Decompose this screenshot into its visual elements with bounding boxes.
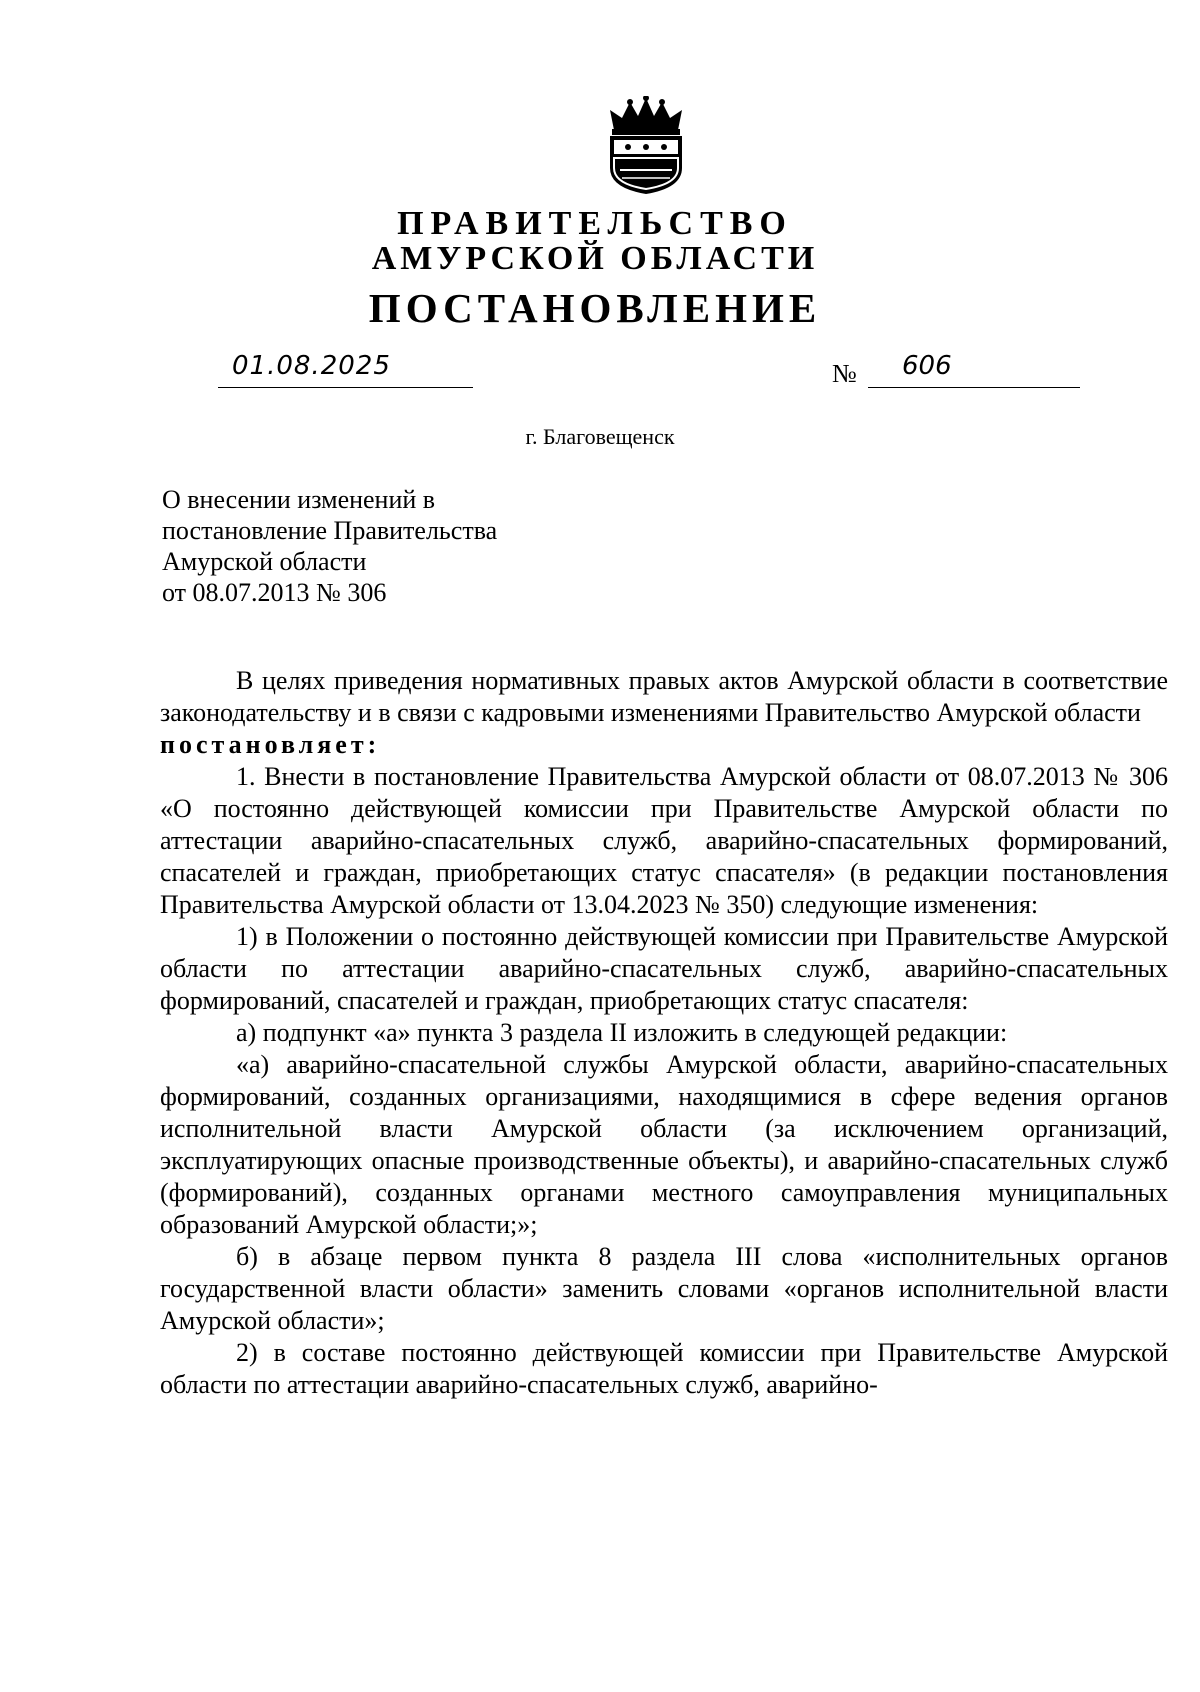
city-name: г. Благовещенск [525, 424, 675, 449]
document-subject [162, 484, 497, 608]
document-body [160, 665, 1168, 1401]
coat-of-arms-icon [600, 96, 692, 196]
subject-line: О внесении изменений в [162, 485, 436, 514]
clause-1-1-a: а) подпункт «а» пункта 3 раздела II изложить в следующей редакции: [236, 1018, 1008, 1047]
clause-1-1-b: б) в абзаце первом пункта 8 раздела III слова «исполнительных органов государственной власти области» заменить словами «органов исполнительной власти Амурской области»; [160, 1242, 1168, 1335]
government-region: АМУРСКОЙ ОБЛАСТИ [371, 240, 819, 277]
preamble-paragraph: В целях приведения нормативных правых актов Амурской области в соответствие законодательству и в связи с кадровыми изменениями Правительство Амурской области [160, 666, 1168, 727]
subject-line: от 08.07.2013 № 306 [162, 578, 387, 607]
document-date: 01.08.2025 [232, 351, 391, 381]
subject-line: Амурской области [162, 547, 367, 576]
resolves-word: постановляет: [160, 730, 381, 759]
document-type: ПОСТАНОВЛЕНИЕ [368, 285, 822, 331]
clause-1-1: 1) в Положении о постоянно действующей комиссии при Правительстве Амурской области по аттестации аварийно-спасательных служб, аварийно-спасательных формирований, спасателей и граждан, приобретающих статус спасателя: [160, 922, 1168, 1015]
date-field [218, 351, 473, 388]
document-number: 606 [902, 351, 952, 381]
number-label: № [832, 359, 857, 388]
clause-1-2: 2) в составе постоянно действующей комиссии при Правительстве Амурской области по аттестации аварийно-спасательных служб, аварийно- [160, 1338, 1168, 1399]
government-name: ПРАВИТЕЛЬСТВО [397, 205, 793, 242]
subject-line: постановление Правительства [162, 516, 498, 545]
clause-1: 1. Внести в постановление Правительства Амурской области от 08.07.2013 № 306 «О постоянно действующей комиссии при Правительстве Амурской области по аттестации аварийно-спасательных служб, аварийно-спасательных формирований, спасателей и граждан, приобретающих статус спасателя» (в редакции постановления Правительства Амурской области от 13.04.2023 № 350) следующие изменения: [160, 762, 1168, 919]
clause-1-1-a-text: «а) аварийно-спасательной службы Амурской области, аварийно-спасательных формирований, созданных организациями, находящимися в сфере ведения органов исполнительной власти Амурской области (за исключением организаций, эксплуатирующих опасные производственные объекты), и аварийно-спасательных служб (формирований), созданных органами местного самоуправления муниципальных образований Амурской области;»; [160, 1050, 1168, 1239]
number-field [868, 351, 1080, 388]
